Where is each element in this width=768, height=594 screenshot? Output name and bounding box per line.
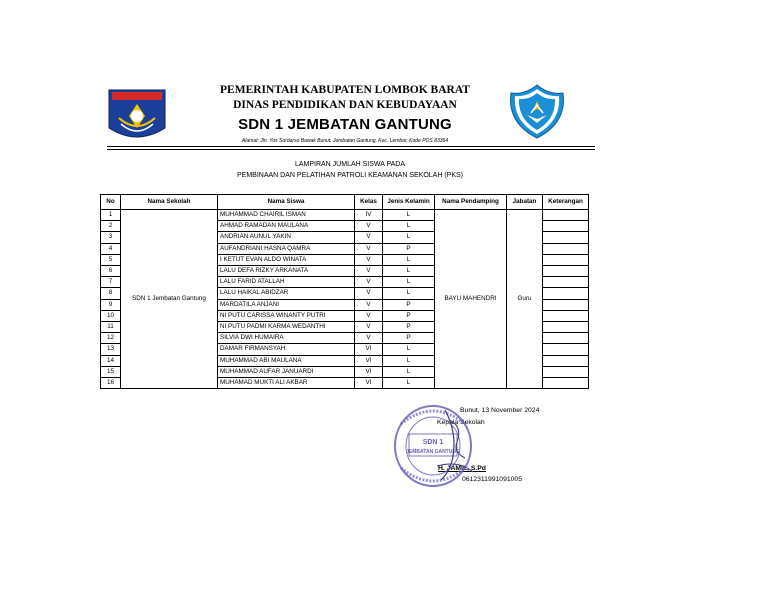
cell-class: V [355,243,383,254]
cell-no: 11 [101,322,121,333]
header-divider-thin [107,149,595,150]
cell-gender: P [383,322,435,333]
header-divider [107,146,595,147]
tut-wuri-handayani-logo [505,83,569,140]
cell-student-name: MUHAMMAD ABI MAULANA [218,355,355,366]
cell-gender: L [383,344,435,355]
col-note: Keterangan [543,195,589,210]
cell-student-name: NI PUTU CARISSA WINANTY PUTRI [218,310,355,321]
cell-no: 10 [101,310,121,321]
cell-gender: L [383,266,435,277]
cell-note [543,288,589,299]
cell-class: VI [355,355,383,366]
cell-school-name: SDN 1 Jembatan Gantung [121,210,218,389]
cell-note [543,299,589,310]
cell-class: V [355,221,383,232]
cell-class: V [355,299,383,310]
signature-name: H. JAMIL, S.Pd [438,465,486,472]
cell-gender: L [383,366,435,377]
cell-note [543,210,589,221]
cell-no: 7 [101,277,121,288]
cell-student-name: LALU DEFA RIZKY ARKANATA [218,266,355,277]
cell-class: V [355,277,383,288]
cell-class: VI [355,378,383,389]
document-title: LAMPIRAN JUMLAH SISWA PADA [294,161,406,168]
cell-student-name: DAMAR FIRMANSYAH [218,344,355,355]
cell-note [543,333,589,344]
cell-no: 8 [101,288,121,299]
stamp-text-1: SDN 1 [422,439,444,446]
cell-note [543,310,589,321]
cell-gender: L [383,254,435,265]
cell-note [543,322,589,333]
cell-student-name: MUHAMAD MUKTI ALI AKBAR [218,378,355,389]
cell-no: 6 [101,266,121,277]
cell-no: 12 [101,333,121,344]
cell-student-name: MUHAMMAD AUFAR JANUARDI [218,366,355,377]
cell-student-name: ANDRIAN AUNUL YAKIN [218,232,355,243]
cell-no: 13 [101,344,121,355]
cell-class: V [355,310,383,321]
regency-logo [107,88,167,144]
col-position: Jabatan [507,195,543,210]
cell-class: V [355,322,383,333]
cell-gender: L [383,232,435,243]
cell-class: V [355,232,383,243]
cell-note [543,254,589,265]
cell-gender: P [383,299,435,310]
cell-class: VI [355,344,383,355]
cell-gender: L [383,210,435,221]
cell-student-name: SILVIA DWI HUMAIRA [218,333,355,344]
cell-note [543,355,589,366]
header-government: PEMERINTAH KABUPATEN LOMBOK BARAT [220,84,470,96]
cell-no: 16 [101,378,121,389]
cell-no: 14 [101,355,121,366]
signature-title: Kepala Sekolah [437,419,485,426]
cell-student-name: I KETUT EVAN ALDO WINATA [218,254,355,265]
table-row [101,210,589,221]
table-header-row [101,195,589,210]
cell-no: 1 [101,210,121,221]
cell-class: VI [355,366,383,377]
signature-place-date: Bunut, 13 November 2024 [460,407,540,414]
cell-mentor-position: Guru [507,210,543,389]
stamp-text-2: JEMBATAN GANTUNG [406,449,460,455]
col-class: Kelas [355,195,383,210]
cell-class: V [355,266,383,277]
cell-no: 4 [101,243,121,254]
cell-gender: L [383,221,435,232]
cell-class: V [355,288,383,299]
cell-note [543,344,589,355]
cell-gender: L [383,355,435,366]
col-mentor: Nama Pendamping [435,195,507,210]
cell-student-name: LALU FARID ATALLAH [218,277,355,288]
cell-student-name: LALU HAIKAL ABIDZAR [218,288,355,299]
col-no: No [101,195,121,210]
col-school: Nama Sekolah [121,195,218,210]
header-school-name: SDN 1 JEMBATAN GANTUNG [238,116,452,133]
cell-note [543,266,589,277]
cell-note [543,221,589,232]
cell-student-name: MARDATILA ANJANI [218,299,355,310]
cell-gender: P [383,333,435,344]
cell-note [543,243,589,254]
cell-student-name: NI PUTU PADMI KARMA WEDANTHI [218,322,355,333]
cell-note [543,277,589,288]
cell-gender: L [383,378,435,389]
cell-student-name: AHMAD RAMADAN MAULANA [218,221,355,232]
col-gender: Jenis Kelamin [383,195,435,210]
cell-gender: P [383,243,435,254]
cell-no: 5 [101,254,121,265]
cell-class: V [355,333,383,344]
student-table [100,194,589,389]
official-stamp [393,402,509,494]
cell-student-name: AUFANDRIANI HASNA QAMRA [218,243,355,254]
cell-note [543,378,589,389]
header-address: Alamat: Jln. Yos Sordarso Bawak Bunut, Jembatan Gantung, Kec. Lembar, Kode POS 83364 [241,138,449,144]
header-department: DINAS PENDIDIKAN DAN KEBUDAYAAN [233,99,457,111]
cell-no: 9 [101,299,121,310]
cell-note [543,232,589,243]
cell-class: IV [355,210,383,221]
cell-gender: P [383,310,435,321]
col-student: Nama Siswa [218,195,355,210]
cell-student-name: MUHAMMAD CHAIRIL ISMAN [218,210,355,221]
cell-class: V [355,254,383,265]
cell-no: 3 [101,232,121,243]
cell-gender: L [383,288,435,299]
cell-gender: L [383,277,435,288]
cell-mentor-name: BAYU MAHENDRI [435,210,507,389]
document-subtitle: PEMBINAAN DAN PELATIHAN PATROLI KEAMANAN SEKOLAH (PKS) [237,172,463,179]
cell-note [543,366,589,377]
cell-no: 15 [101,366,121,377]
cell-no: 2 [101,221,121,232]
signature-nip: 0612311991091005 [462,476,522,483]
